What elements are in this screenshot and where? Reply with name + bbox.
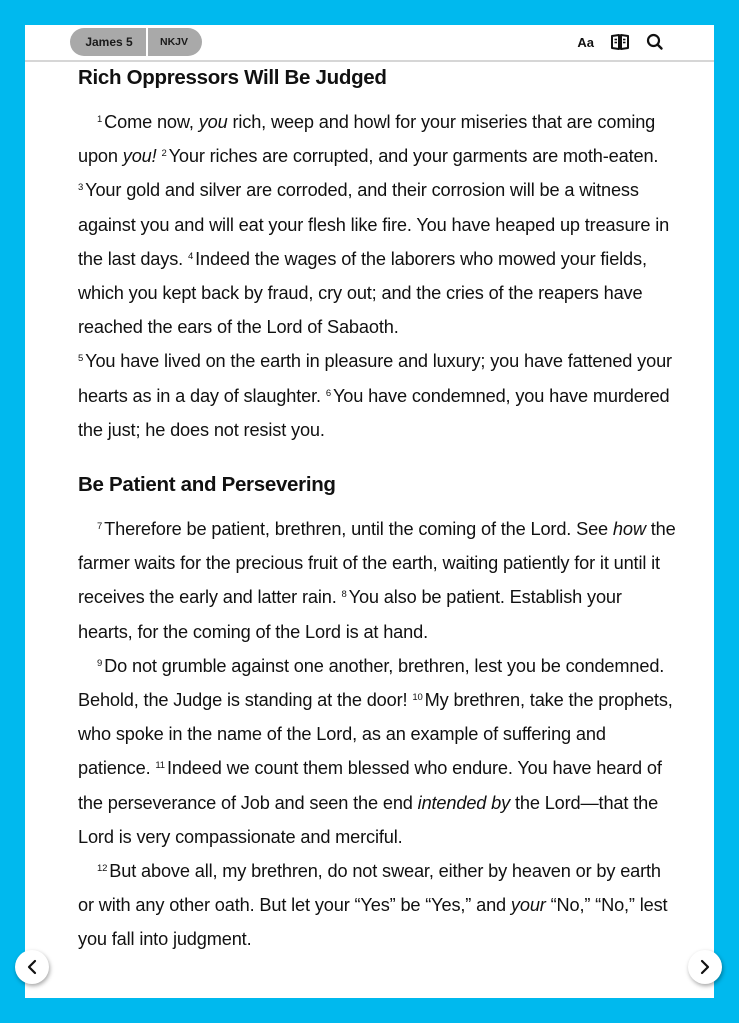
section-heading: Be Patient and Persevering: [78, 473, 336, 497]
passage-selector: [70, 28, 202, 56]
paragraph: [78, 105, 678, 344]
italic-text[interactable]: intended by: [417, 792, 511, 813]
verse-number[interactable]: 11: [155, 760, 165, 772]
italic-text[interactable]: how: [612, 519, 646, 540]
verse-number[interactable]: 10: [412, 692, 423, 704]
text-settings-icon[interactable]: Aa: [577, 34, 594, 50]
verse-text[interactable]: rich, weep and howl for your miseries that are coming upon: [78, 112, 656, 167]
verse-text[interactable]: Your gold and silver are corroded, and their corrosion will be a witness against you and will eat your flesh like fire. You have heaped up treasure in the last days.: [78, 180, 670, 269]
chevron-right-icon: [699, 959, 711, 975]
verse-number[interactable]: 5: [78, 353, 84, 365]
verse-text[interactable]: the farmer waits for the precious fruit of the earth, waiting patiently for it until it receives the early and latter rain.: [78, 519, 676, 608]
verse-text[interactable]: Therefore be patient, brethren, until the coming of the Lord. See: [104, 519, 613, 540]
verse-text[interactable]: But above all, my brethren, do not swear, either by heaven or by earth or with any other oath. But let your “Yes” be “Yes,” and: [78, 861, 661, 916]
verse-number[interactable]: 9: [97, 657, 103, 669]
verse-text[interactable]: the Lord—that the Lord is very compassionate and merciful.: [78, 792, 659, 847]
verse-number[interactable]: 2: [161, 148, 167, 160]
verse-text[interactable]: You also be patient. Establish your hearts, for the coming of the Lord is at hand.: [78, 587, 622, 642]
book-chapter-button[interactable]: James 5: [85, 35, 133, 49]
verse-number[interactable]: 7: [97, 521, 103, 533]
verse-text[interactable]: My brethren, take the prophets, who spoke in the name of the Lord, as an example of suffering and patience.: [78, 690, 673, 779]
verse-number[interactable]: 12: [97, 863, 108, 875]
italic-text[interactable]: your: [510, 895, 546, 916]
section-heading: Rich Oppressors Will Be Judged: [78, 66, 387, 89]
reader-panel: [25, 25, 714, 998]
verse-number[interactable]: 4: [187, 250, 194, 262]
version-button[interactable]: NKJV: [159, 36, 188, 48]
next-chapter-button[interactable]: [688, 950, 722, 984]
paragraph: [78, 649, 678, 854]
italic-text[interactable]: you!: [122, 146, 157, 167]
parallel-bible-icon[interactable]: [610, 33, 630, 51]
italic-text[interactable]: you: [198, 112, 228, 132]
paragraph: [78, 512, 678, 649]
chevron-left-icon: [26, 959, 38, 975]
verse-text[interactable]: Indeed we count them blessed who endure. You have heard of the perseverance of Job and seen the end: [78, 758, 662, 813]
verse-text[interactable]: Indeed the wages of the laborers who mowed your fields, which you kept back by fraud, cry out; and the cries of the reapers have reached the ears of the Lord of Sabaoth.: [78, 248, 647, 338]
verse-text[interactable]: “No,” “No,” lest you fall into judgment.: [78, 895, 668, 950]
previous-chapter-button[interactable]: [15, 950, 49, 984]
verse-number[interactable]: 8: [341, 589, 347, 601]
verse-number[interactable]: 6: [325, 387, 331, 399]
verse-text[interactable]: Come now,: [104, 112, 199, 132]
verse-text[interactable]: Your riches are corrupted, and your garments are moth-eaten.: [168, 146, 659, 167]
verse-number[interactable]: 3: [78, 182, 84, 194]
chapter-text: [78, 63, 678, 957]
paragraph: [78, 854, 678, 957]
verse-text[interactable]: You have lived on the earth in pleasure and luxury; you have fattened your hearts as in a day of slaughter.: [78, 351, 672, 406]
verse-number[interactable]: 1: [97, 114, 103, 125]
verse-text[interactable]: Do not grumble against one another, brethren, lest you be condemned. Behold, the Judge is standing at the door!: [78, 655, 665, 711]
toolbar: [577, 31, 664, 53]
top-bar: [25, 25, 714, 62]
verse-text[interactable]: You have condemned, you have murdered the just; he does not resist you.: [78, 385, 670, 440]
paragraph: [78, 344, 678, 447]
search-icon[interactable]: [646, 33, 664, 51]
